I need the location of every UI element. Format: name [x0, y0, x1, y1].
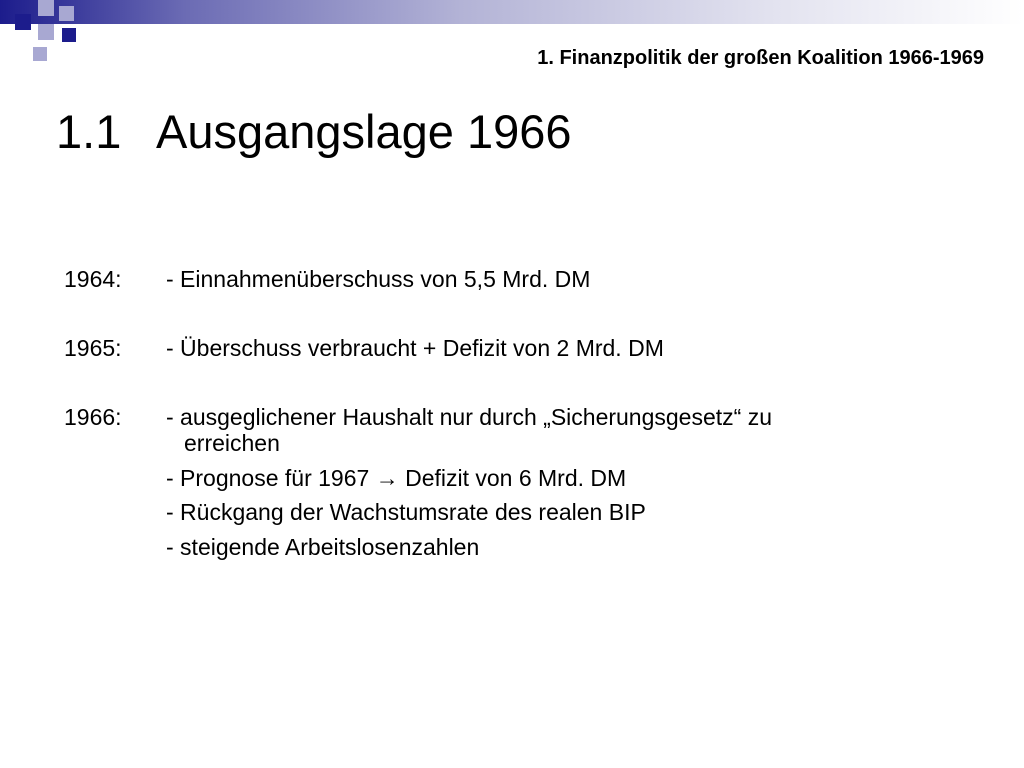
entry-1964-line: - Einnahmenüberschuss von 5,5 Mrd. DM	[166, 266, 591, 292]
prognose-tail: Defizit von 6 Mrd. DM	[405, 465, 627, 491]
entry-1965-line: - Überschuss verbraucht + Defizit von 2 Mrd. DM	[166, 335, 664, 361]
square-dark	[62, 28, 76, 42]
year-1964: 1964:	[64, 266, 122, 292]
section-title: Ausgangslage 1966	[156, 105, 572, 158]
square-dark	[15, 14, 31, 30]
year-1966: 1966:	[64, 404, 122, 430]
entry-1966-line-1-continuation: erreichen	[184, 430, 280, 456]
section-number: 1.1	[56, 105, 122, 158]
entry-1966-prognose	[166, 465, 626, 492]
year-1965: 1965:	[64, 335, 122, 361]
square-light	[33, 47, 47, 61]
square-light	[38, 0, 54, 16]
square-light	[38, 24, 54, 40]
arrow-right-icon: →	[375, 465, 399, 491]
slide-title	[56, 104, 572, 159]
header-gradient-band	[0, 0, 1024, 24]
prognose-lead: - Prognose für 1967	[166, 465, 370, 491]
slide-header: 1. Finanzpolitik der großen Koalition 1966-1969	[537, 47, 984, 69]
entry-1966-line-3: - Rückgang der Wachstumsrate des realen BIP	[166, 499, 646, 525]
entry-1966-line-4: - steigende Arbeitslosenzahlen	[166, 534, 480, 560]
square-light	[59, 6, 74, 21]
entry-1966-line-1: - ausgeglichener Haushalt nur durch „Sicherungsgesetz“ zu	[166, 404, 772, 430]
